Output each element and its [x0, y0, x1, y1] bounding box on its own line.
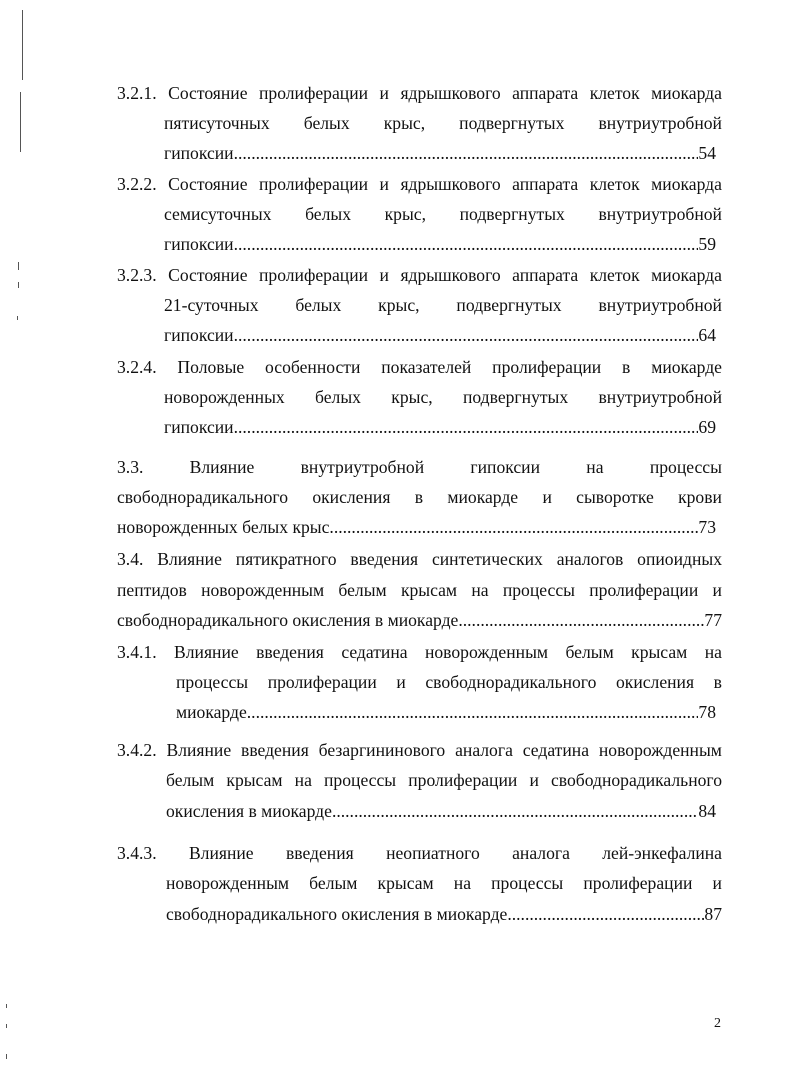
toc-line [164, 412, 716, 442]
toc-word: введения [256, 642, 324, 662]
toc-line [164, 320, 716, 350]
toc-word: белым [166, 770, 215, 790]
toc-page-number: 84 [698, 801, 716, 821]
toc-page-number: 77 [704, 610, 722, 630]
toc-page-number: 78 [698, 702, 716, 722]
toc-line [117, 838, 722, 868]
toc-page-number: 64 [698, 325, 716, 345]
toc-word: аналога [455, 740, 513, 760]
toc-word: крыс, [383, 113, 426, 133]
toc-text: гипоксии [164, 417, 234, 437]
toc-word: 3.3. [117, 457, 144, 477]
toc-word: миокарде [447, 487, 519, 507]
toc-line [117, 512, 716, 542]
toc-word: и [542, 487, 552, 507]
toc-page-number: 54 [698, 143, 716, 163]
toc-word: 3.2.3. [117, 265, 157, 285]
dot-leader [329, 512, 698, 542]
toc-word: процессы [324, 770, 397, 790]
toc-word: процессы [649, 457, 722, 477]
toc-word: подвергнутых [462, 387, 569, 407]
dot-leader [234, 412, 699, 442]
toc-word: на [704, 642, 722, 662]
toc-word: свободнорадикального [425, 672, 597, 692]
toc-word: миокарда [651, 83, 722, 103]
toc-word: новорожденным [166, 873, 290, 893]
toc-word: и [712, 580, 722, 600]
toc-line [164, 108, 722, 138]
toc-word: 21-суточных [164, 295, 259, 315]
toc-word: Влияние [189, 457, 255, 477]
toc-word: пролиферации [267, 672, 377, 692]
toc-text: гипоксии [164, 234, 234, 254]
toc-word: крысам [377, 873, 434, 893]
toc-word: пятисуточных [164, 113, 270, 133]
toc-word: аппарата [512, 174, 579, 194]
toc-word: внутриутробной [598, 295, 722, 315]
toc-word: в [414, 487, 424, 507]
scan-margin-mark [6, 1004, 7, 1008]
toc-word: внутриутробной [598, 113, 722, 133]
toc-word: крови [678, 487, 722, 507]
toc-word: новорожденных [164, 387, 285, 407]
toc-word: Влияние [174, 642, 239, 662]
toc-word: безаргининового [318, 740, 446, 760]
toc-word: и [379, 174, 389, 194]
dot-leader [234, 229, 699, 259]
toc-word: миокарда [651, 265, 722, 285]
toc-word: Половые [177, 357, 245, 377]
toc-word: Влияние [166, 740, 232, 760]
toc-line [117, 605, 722, 635]
toc-word: пролиферации [259, 174, 369, 194]
toc-word: внутриутробной [300, 457, 425, 477]
toc-word: крысам [400, 580, 458, 600]
toc-line [164, 382, 722, 412]
toc-word: белых [305, 204, 351, 224]
toc-word: седатина [341, 642, 408, 662]
toc-page-number: 69 [698, 417, 716, 437]
toc-word: на [586, 457, 604, 477]
toc-word: в [713, 672, 722, 692]
toc-word: белым [338, 580, 387, 600]
toc-word: пролиферации [492, 357, 602, 377]
toc-word: процессы [176, 672, 249, 692]
toc-text: миокарде [176, 702, 247, 722]
toc-text: окисления в миокарде [166, 801, 332, 821]
toc-word: 3.4.2. [117, 740, 157, 760]
toc-word: крыс, [384, 204, 426, 224]
toc-line [166, 796, 716, 826]
toc-line [164, 199, 722, 229]
toc-word: белых [315, 387, 361, 407]
toc-line [166, 868, 722, 898]
toc-word: внутриутробной [598, 204, 722, 224]
toc-word: подвергнутых [459, 113, 565, 133]
toc-word: подвергнутых [456, 295, 562, 315]
toc-word: пролиферации [408, 770, 518, 790]
toc-word: 3.2.1. [117, 83, 157, 103]
scan-margin-mark [6, 1054, 7, 1059]
toc-word: пятикратного [235, 549, 337, 569]
toc-word: клеток [589, 265, 640, 285]
toc-word: аппарата [512, 83, 579, 103]
toc-text: свободнорадикального окисления в миокарде [117, 610, 459, 630]
page-number: 2 [714, 1016, 721, 1031]
toc-line [164, 229, 716, 259]
toc-word: ядрышкового [400, 174, 501, 194]
dot-leader [234, 138, 699, 168]
toc-word: 3.4.3. [117, 843, 157, 863]
toc-word: и [712, 873, 722, 893]
toc-word: крыс, [378, 295, 420, 315]
toc-word: белым [309, 873, 358, 893]
dot-leader [458, 605, 704, 635]
toc-word: клеток [589, 174, 640, 194]
dot-leader [332, 796, 698, 826]
toc-word: ядрышкового [400, 265, 501, 285]
toc-word: Состояние [168, 265, 248, 285]
toc-word: неопиатного [386, 843, 480, 863]
toc-word: введения [285, 843, 354, 863]
toc-word: белых [295, 295, 342, 315]
toc-word: белым [565, 642, 614, 662]
toc-line [117, 482, 722, 512]
toc-word: аналога [512, 843, 570, 863]
toc-text: гипоксии [164, 143, 234, 163]
toc-word: процессы [502, 580, 575, 600]
toc-word: введения [241, 740, 309, 760]
scan-margin-mark [17, 316, 18, 320]
toc-word: новорожденным [424, 642, 549, 662]
toc-word: особенности [265, 357, 361, 377]
dot-leader [247, 697, 699, 727]
toc-word: 3.2.2. [117, 174, 157, 194]
toc-text: гипоксии [164, 325, 234, 345]
toc-word: на [453, 873, 472, 893]
toc-line [117, 260, 722, 290]
toc-word: на [294, 770, 312, 790]
toc-word: введения [350, 549, 419, 569]
toc-word: клеток [589, 83, 640, 103]
toc-line [117, 78, 722, 108]
toc-word: показателей [381, 357, 472, 377]
toc-word: ядрышкового [400, 83, 501, 103]
toc-word: окисления [615, 672, 695, 692]
toc-word: пролиферации [589, 580, 699, 600]
toc-word: Состояние [168, 174, 248, 194]
toc-line [176, 697, 716, 727]
toc-word: 3.2.4. [117, 357, 157, 377]
toc-word: белых [303, 113, 350, 133]
toc-word: Влияние [157, 549, 222, 569]
toc-word: крыс, [391, 387, 433, 407]
toc-line [117, 544, 722, 574]
toc-word: миокарде [651, 357, 722, 377]
toc-word: аналогов [556, 549, 624, 569]
toc-word: семисуточных [164, 204, 272, 224]
scan-margin-mark [22, 10, 23, 80]
toc-word: и [379, 83, 389, 103]
toc-word: 3.4. [117, 549, 144, 569]
toc-word: внутриутробной [598, 387, 722, 407]
toc-word: пролиферации [259, 83, 369, 103]
toc-word: процессы [491, 873, 564, 893]
toc-line [176, 667, 722, 697]
toc-line [164, 138, 716, 168]
toc-word: опиоидных [637, 549, 722, 569]
toc-line [117, 575, 722, 605]
toc-page-number: 59 [698, 234, 716, 254]
toc-word: лей-энкефалина [602, 843, 722, 863]
toc-word: аппарата [512, 265, 579, 285]
toc-word: крысам [226, 770, 283, 790]
toc-line [164, 290, 722, 320]
dot-leader [507, 899, 704, 929]
toc-word: сыворотке [576, 487, 654, 507]
toc-word: крысам [631, 642, 688, 662]
toc-page-number: 87 [704, 904, 722, 924]
toc-word: миокарда [651, 174, 722, 194]
toc-word: синтетических [431, 549, 543, 569]
toc-line [117, 735, 722, 765]
scan-margin-mark [18, 282, 19, 288]
toc-word: пролиферации [583, 873, 693, 893]
toc-word: гипоксии [470, 457, 541, 477]
toc-word: подвергнутых [459, 204, 565, 224]
toc-line [117, 352, 722, 382]
toc-line [117, 169, 722, 199]
toc-word: пролиферации [259, 265, 369, 285]
toc-word: и [529, 770, 539, 790]
scan-margin-mark [18, 262, 19, 270]
toc-word: седатина [522, 740, 589, 760]
toc-word: окисления [312, 487, 391, 507]
toc-text: новорожденных белых крыс [117, 517, 330, 537]
toc-line [166, 765, 722, 795]
toc-word: и [396, 672, 406, 692]
toc-page-number: 73 [698, 517, 716, 537]
dot-leader [234, 320, 699, 350]
toc-word: пептидов [117, 580, 187, 600]
toc-word: и [379, 265, 389, 285]
toc-line [117, 452, 722, 482]
toc-word: 3.4.1. [117, 642, 157, 662]
toc-word: Влияние [188, 843, 254, 863]
toc-word: Состояние [168, 83, 248, 103]
toc-word: в [622, 357, 631, 377]
toc-line [117, 637, 722, 667]
toc-line [166, 899, 722, 929]
toc-word: новорожденным [201, 580, 325, 600]
toc-text: свободнорадикального окисления в миокарде [166, 904, 508, 924]
scan-margin-mark [20, 92, 21, 152]
toc-word: свободнорадикального [117, 487, 289, 507]
toc-word: новорожденным [598, 740, 722, 760]
toc-word: на [471, 580, 489, 600]
toc-word: свободнорадикального [550, 770, 722, 790]
scan-margin-mark [6, 1024, 7, 1028]
